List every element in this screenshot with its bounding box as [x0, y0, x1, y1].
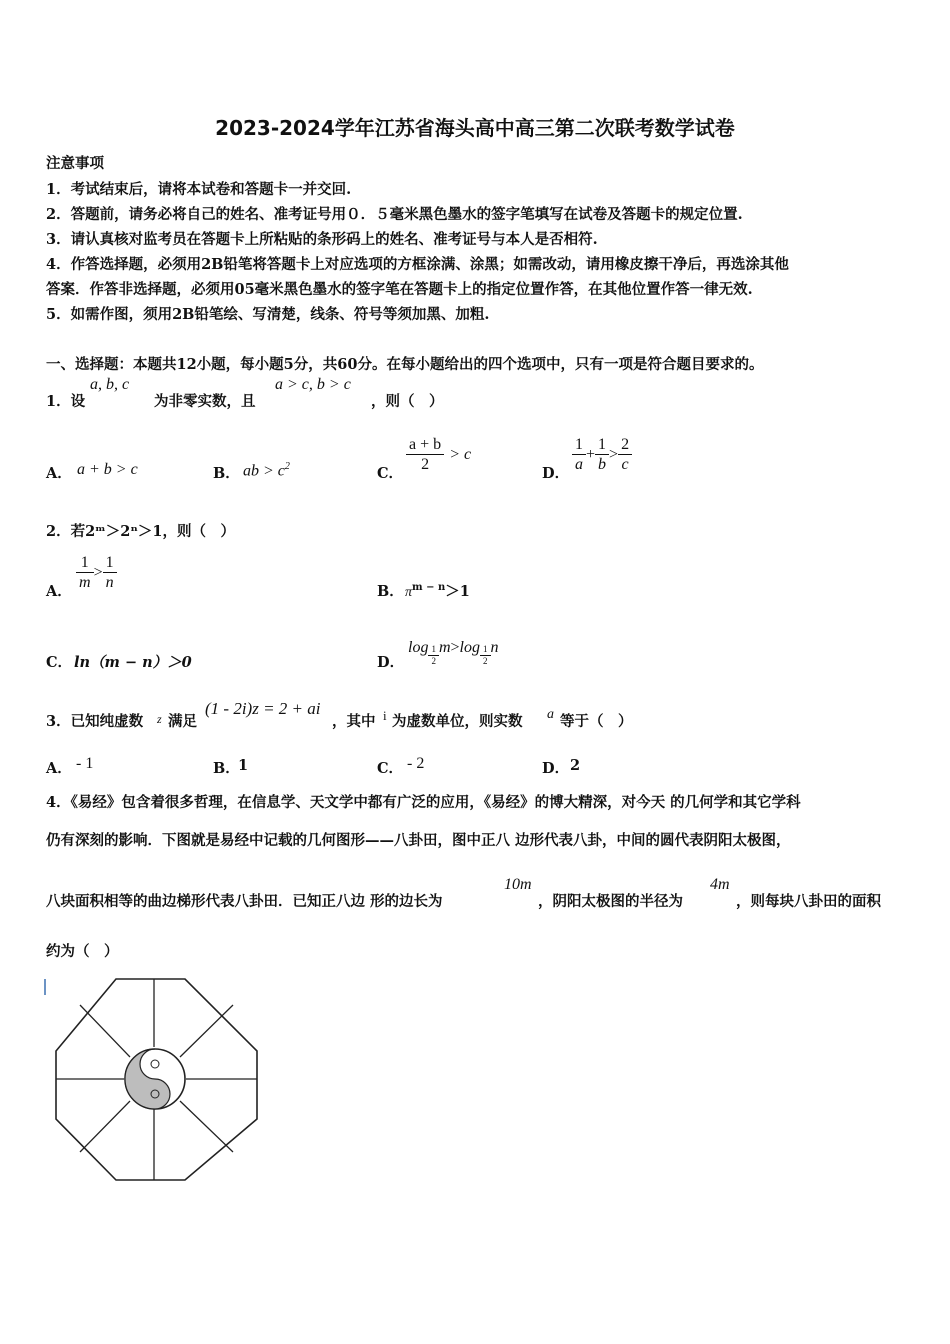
q4-radius: 4m — [710, 876, 730, 893]
q2-option-a-frac1 — [76, 553, 94, 592]
q1-option-b-base: ab > c — [243, 462, 285, 480]
q1-option-c-denominator: 2 — [421, 456, 430, 473]
q1-option-d-num1: 1 — [572, 435, 586, 455]
q2-label-c: C． — [46, 654, 73, 671]
q2-option-b-rest: ＞1 — [445, 583, 470, 600]
taiji-dot-top — [151, 1060, 159, 1068]
q2-option-b — [405, 580, 470, 601]
q2-option-d-base1-den: 2 — [431, 656, 436, 666]
taiji-icon — [125, 1049, 185, 1109]
q2-option-d-log1: log — [408, 639, 429, 656]
q3-option-b: 1 — [238, 757, 249, 774]
q1-option-d-frac2 — [595, 435, 609, 474]
q3-a: a — [547, 707, 554, 722]
q2-stem — [46, 520, 235, 541]
q2-option-b-base: π — [405, 585, 413, 600]
q1-label-a: A． — [46, 465, 72, 482]
bagua-figure — [44, 975, 266, 1190]
q1-label-c: C． — [377, 465, 404, 482]
q2-option-a-den2: n — [105, 574, 114, 591]
q3-label-b: B． — [213, 760, 240, 777]
notice-heading: 注意事项 — [46, 155, 104, 172]
q2-option-d — [408, 637, 499, 681]
q2-option-c: ln（m − n）＞0 — [74, 654, 192, 671]
q2-option-b-exp: m − n — [412, 582, 446, 594]
q1-option-b-exp: 2 — [284, 461, 290, 472]
q3-stem-mid2: ，其中 — [332, 713, 376, 730]
q2-label-b: B． — [377, 583, 404, 600]
q2-option-a-num2: 1 — [103, 553, 117, 573]
q3-stem-mid3: 为虚数单位，则实数 — [392, 713, 523, 730]
notice-item-2: 2．答题前，请务必将自己的姓名、准考证号用０．５毫米黑色墨水的签字笔填写在试卷及答题卡的规定位置. — [46, 206, 743, 223]
q2-option-d-base2-num: 1 — [480, 644, 491, 656]
q3-stem-suffix: 等于（ ） — [560, 713, 633, 730]
q2-option-d-m: m — [438, 639, 451, 656]
q2-label-d: D． — [377, 654, 405, 671]
q1-option-d — [572, 435, 632, 474]
q2-label-a: A． — [46, 583, 72, 600]
q2-option-d-base1-num: 1 — [428, 644, 439, 656]
q4-stem-line1: 4．《易经》包含着很多哲理，在信息学、天文学中都有广泛的应用，《易经》的博大精深，对今天 的几何学和其它学科 — [46, 794, 801, 811]
q3-option-a: - 1 — [76, 755, 94, 772]
notice-item-5: 5．如需作图，须用2B铅笔绘、写清楚，线条、符号等须加黑、加粗. — [46, 306, 490, 323]
section-heading: 一、选择题：本题共12小题，每小题5分，共60分。在每小题给出的四个选项中，只有一项是符合题目要求的。 — [46, 356, 764, 373]
q1-label-b: B． — [213, 465, 240, 482]
q1-option-d-gt: > — [609, 446, 619, 463]
q2-stem-prefix: 2．若 — [46, 523, 86, 540]
q3-label-a: A． — [46, 760, 72, 777]
q1-option-a: a + b > c — [77, 461, 138, 478]
notice-item-4: 4．作答选择题，必须用2B铅笔将答题卡上对应选项的方框涂满、涂黑；如需改动，请用橡皮擦干净后，再选涂其他 — [46, 256, 789, 273]
spoke-se — [180, 1101, 233, 1152]
q3-option-d: 2 — [570, 757, 581, 774]
notice-item-4-cont: 答案．作答非选择题，必须用05毫米黑色墨水的签字笔在答题卡上的指定位置作答，在其他位置作答一律无效. — [46, 281, 753, 298]
q3-i: i — [383, 708, 387, 723]
q3-label-d: D． — [542, 760, 570, 777]
q1-option-d-den3: c — [621, 456, 629, 473]
q2-stem-suffix: ，则（ ） — [162, 523, 235, 540]
q2-option-d-gt: > — [450, 639, 460, 656]
q1-stem-mid: 为非零实数，且 — [154, 393, 256, 410]
q1-option-d-frac1 — [572, 435, 586, 474]
q4-stem-line3c: ，则每块八卦田的面积 — [736, 893, 881, 910]
q1-stem-prefix: 1．设 — [46, 393, 86, 410]
q1-condition: a > c, b > c — [275, 376, 351, 393]
q3-equation: (1 - 2i)z = 2 + ai — [205, 699, 321, 718]
notice-item-3: 3．请认真核对监考员在答题卡上所粘贴的条形码上的姓名、准考证号与本人是否相符. — [46, 231, 598, 248]
q2-option-d-base2-den: 2 — [483, 656, 488, 666]
q1-option-d-plus: + — [586, 446, 596, 463]
q1-option-d-den2: b — [598, 456, 607, 473]
q3-z: z — [157, 712, 162, 726]
notice-item-1: 1．考试结束后，请将本试卷和答题卡一并交回. — [46, 181, 352, 198]
q2-stem-math: 2ᵐ＞2ⁿ＞1 — [85, 523, 163, 540]
q4-stem-line3a: 八块面积相等的曲边梯形代表八卦田．已知正八边 形的边长为 — [46, 893, 443, 910]
q4-stem-line3b: ，阴阳太极图的半径为 — [538, 893, 683, 910]
q2-option-d-base1 — [428, 644, 439, 667]
q1-option-b — [243, 461, 290, 480]
taiji-dot-bottom — [151, 1090, 159, 1098]
spoke-ne — [180, 1005, 233, 1057]
q3-option-c: - 2 — [407, 755, 425, 772]
q4-side-length: 10m — [504, 876, 532, 893]
page-title: 2023-2024学年江苏省海头高中高三第二次联考数学试卷 — [215, 116, 735, 140]
q2-option-d-base2 — [480, 644, 491, 667]
q4-stem-line4: 约为（ ） — [46, 943, 119, 960]
spoke-nw — [80, 1005, 130, 1057]
q1-label-d: D． — [542, 465, 570, 482]
q2-option-d-n: n — [490, 639, 499, 656]
q2-option-a — [76, 553, 117, 592]
q1-option-c-rest: > c — [449, 446, 472, 463]
q1-stem-suffix: ，则（ ） — [371, 393, 444, 410]
q2-option-a-den1: m — [79, 574, 91, 591]
q2-option-d-log2: log — [459, 639, 480, 656]
q1-option-c — [406, 435, 471, 474]
q1-option-d-den1: a — [575, 456, 583, 473]
q2-option-a-num1: 1 — [76, 553, 94, 573]
q1-option-d-num3: 2 — [618, 435, 632, 455]
q3-stem-mid1: 满足 — [168, 713, 197, 730]
q3-stem-prefix: 3．已知纯虚数 — [46, 713, 144, 730]
q4-stem-line2: 仍有深刻的影响．下图就是易经中记载的几何图形——八卦田，图中正八 边形代表八卦，中间的圆代表阴阳太极图， — [46, 832, 791, 849]
q2-option-a-gt: > — [93, 564, 103, 581]
q1-option-c-numerator: a + b — [406, 435, 444, 455]
q1-option-d-num2: 1 — [595, 435, 609, 455]
q1-option-c-fraction — [406, 435, 444, 474]
q2-option-a-frac2 — [103, 553, 117, 592]
q1-vars: a, b, c — [90, 376, 130, 393]
spoke-sw — [80, 1101, 130, 1152]
q3-label-c: C． — [377, 760, 404, 777]
q1-option-d-frac3 — [618, 435, 632, 474]
